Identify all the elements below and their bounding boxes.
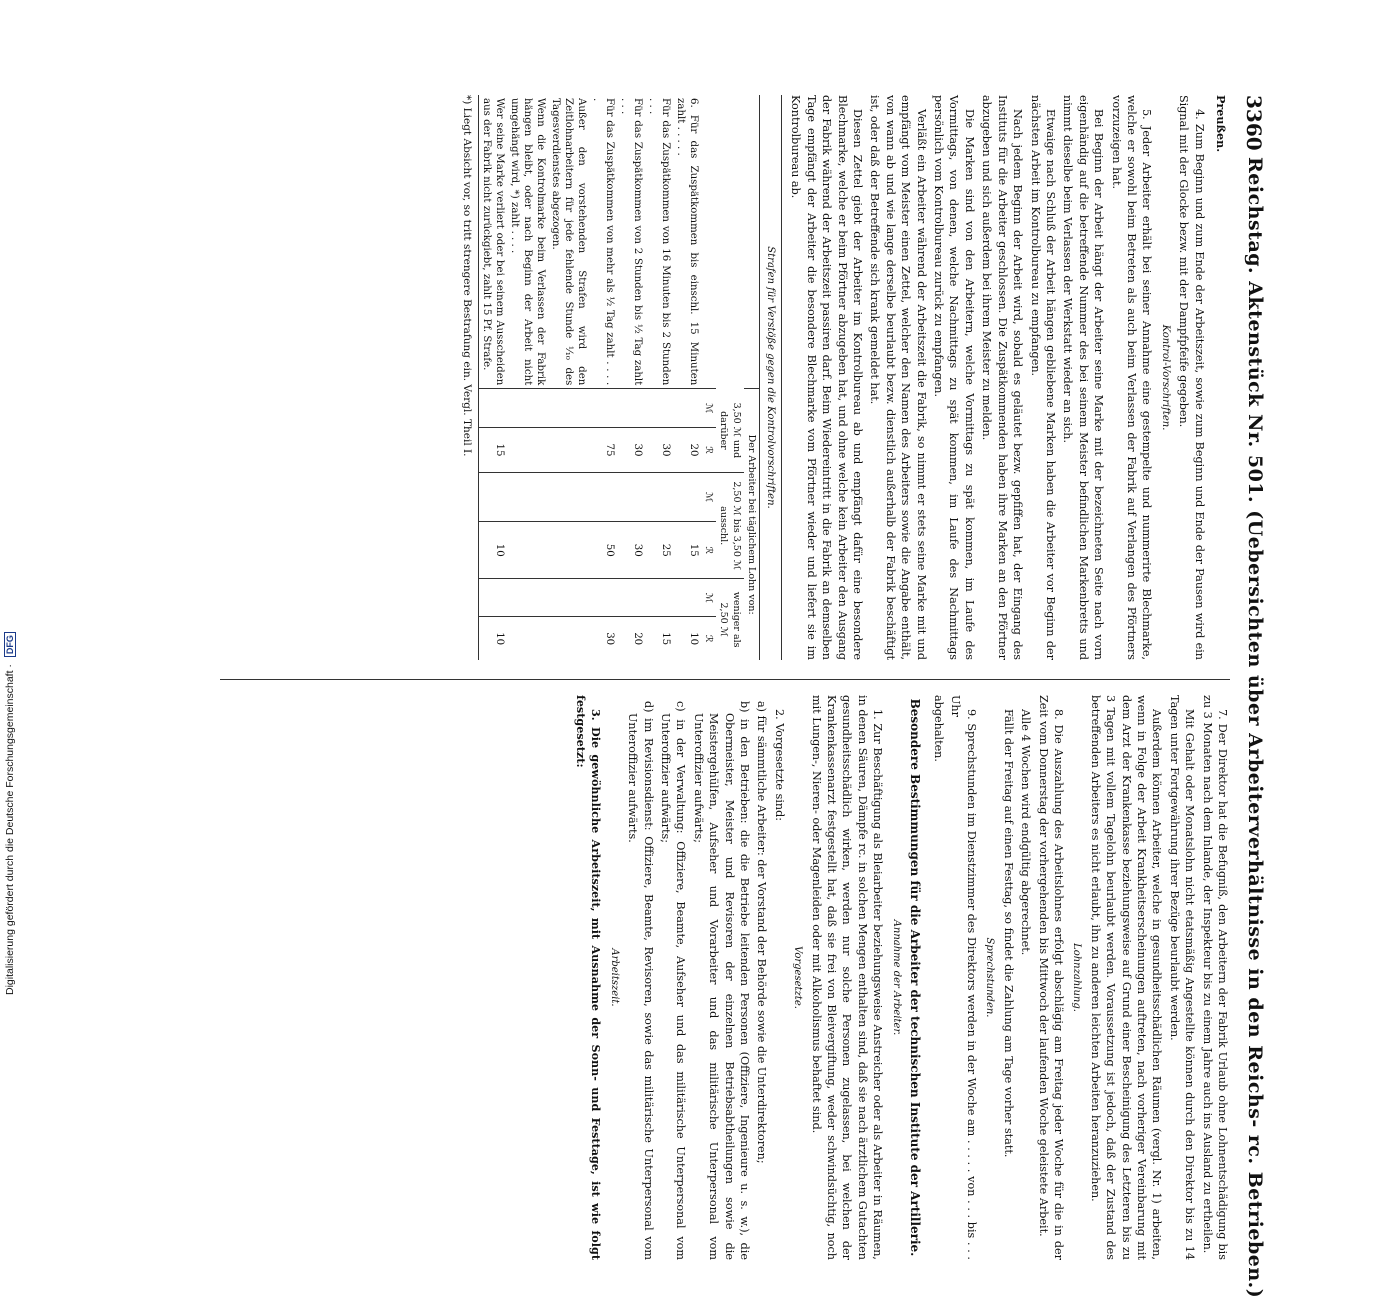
paragraph: 2. Vorgesetzte sind: [772,709,786,822]
paragraph: Mit Gehalt oder Monatslohn nicht etatsmäßig Angestellte können durch den Direktor bis zu 14 Tagen unter Fortgewährung ihrer Bezüge beurlaubt werden. [1167,695,1197,1260]
cell-value: 10 [479,617,507,660]
cell-value [548,428,589,473]
cell-value: 10 [673,617,701,660]
paragraph: Diesen Zettel giebt der Arbeiter im Kontrolbureau ab und empfängt dafür eine besondere Blechmarke, welche er beim Pförtner abzugeben hat, und ohne welche kein Arbeiter den Ausgang der Fabrik während der Arbeitszeit passiren darf. Beim Wiedereintritt in die Fabrik an demselben Tage empfängt der Arbeiter die besondere Blechmarke vom Pförtner wieder und liefert sie im Kontrolbureau ab. [789,95,865,660]
state-heading: Preußen. [1214,95,1228,153]
cell-value [507,522,548,579]
section-heading: Arbeitszeit. [608,948,620,1007]
cell-value: 75 [589,428,617,473]
paragraph: Außerdem können Arbeiter, welche in gesundheitsschädlichen Räumen (vergl. Nr. 1) arbeiten, wenn in Folge der Arbeit Krankheitserscheinungen auftreten, nach vorheriger Vereinbarung mit dem Arzt der Krankenkasse beziehungsweise auf Grund einer Bescheinigung des Letzteren bis zu 3 Tagen mit vollem Tagelohn beurlaubt werden. Voraussetzung ist jedoch, daß der Zustand des betreffenden Arbeiters es nicht erlaubt, ihn zu anderen leichten Arbeiten heranzuziehen. [1088,695,1164,1260]
paragraph: Nach jedem Beginn der Arbeit wird, sobald es geläutet bezw. gepfiffen hat, der Eingang des Instituts für die Arbeiter geschlossen. Die Zuspätkommenden haben ihre Marken an den Pförtner abzugeben und sich außerdem bei ihrem Meister zu melden. [980,95,1025,660]
cell-value [548,522,589,579]
cell-value: 15 [479,428,507,473]
footnote: *) Liegt Absicht vor, so tritt strengere Bestrafung ein. Vergl. Theil I. [460,95,473,457]
paragraph: Etwaige nach Schluß der Arbeit hängen gebliebene Marken haben die Arbeiter vor Beginn der nächsten Arbeit im Kontrolbureau zu empfangen. [1028,95,1057,660]
paragraph: Alle 4 Wochen wird endgültig abgerechnet. [1019,709,1033,956]
table-row [479,95,507,660]
penalties-caption: Strafen für Verstöße gegen die Kontrolvorschriften. [759,95,781,660]
page-title: Reichstag. Aktenstück Nr. 501. (Uebersichten über Arbeiterverhältnisse in den Reichs- rc. Betrieben.) [1244,157,1266,1298]
penalties-table [479,95,759,660]
paragraph: abgehalten. [932,695,946,762]
column-header: weniger als 2,50 ℳ [716,579,744,660]
cell-value: 25 [645,522,673,579]
bold-section-heading: Besondere Bestimmungen für die Arbeiter der technischen Institute der Artillerie. [907,698,922,1257]
section-heading: Sprechstunden. [984,937,996,1018]
cell-value: 20 [673,428,701,473]
paragraph: 5. Jeder Arbeiter erhält bei seiner Annahme eine gestempelte und nummerirte Blechmarke, welche er sowohl beim Betreten als auch beim Verlassen der Fabrik auf Verlangen des Pförtners vorzuzeigen hat. [1109,95,1154,660]
unit-header: ℛ [701,428,716,473]
list-item: b) in den Betrieben: die die Betriebe leitenden Personen (Offiziere, Ingenieure u. s. w.), die Obermeister, Meister und Revisoren der einzelnen Betriebsabtheilungen sowie die Meistergehülfen, Aufseher und Vorarbeiter und das militärische Unterpersonal vom Unteroffizier aufwärts; [691,701,752,1260]
cell-value [507,617,548,660]
left-column [458,95,1230,660]
unit-header: ℳ [701,579,716,617]
paragraph: 3. Die gewöhnliche Arbeitszeit, mit Ausnahme der Sonn- und Festtage, ist wie folgt festgesetzt: [573,695,604,1260]
table-row [589,95,617,660]
dfg-logo: DFG [4,632,16,657]
column-header: 3,50 ℳ und darüber [717,402,742,459]
cell-value: 15 [673,522,701,579]
cell-value: 30 [617,522,645,579]
paragraph: Die Marken sind von den Arbeitern, welche Vormittags zu spät kommen, im Laufe des Vormittags, von denen, welche Nachmittags zu spät kommen, im Laufe des Nachmittags persönlich vom Kontrolbureau zurück zu empfangen. [932,95,976,660]
page-header [1240,95,1270,1298]
right-column [571,695,1230,1260]
row-label: Für das Zuspätkommen von mehr als ½ Tag zahlt . . . . . [590,98,615,386]
cell-value: 50 [589,522,617,579]
cell-value: 30 [617,428,645,473]
paragraph: Fällt der Freitag auf einen Festtag, so findet die Zahlung am Tage vorher statt. [1001,709,1015,1158]
table-row [617,95,645,660]
row-label: Für das Zuspätkommen von 2 Stunden bis ½ Tag zahlt . . . [618,98,643,386]
penalties-table-block [478,95,782,660]
unit-header: ℳ [701,473,716,522]
section-heading: Vorgesetzte. [792,946,804,1009]
paragraph: 9. Sprechstunden im Dienstzimmer des Direktors werden in der Woche am . . . . . von . . . bis . . . Uhr [949,695,978,1260]
list-item: c) in der Verwaltung: Offiziere, Beamte, Aufseher und das militärische Unterpersonal vom Unteroffizier aufwärts; [659,701,688,1260]
paragraph: Verläßt ein Arbeiter während der Arbeitszeit die Fabrik, so nimmt er stets seine Marke mit und empfängt vom Meister einen Zettel, welcher den Namen des Arbeiters sowie die Angabe enthält, von wann ab und wie lange derselbe beurlaubt bezw. dienstlich außerhalb der Fabrik beschäftigt ist, oder daß der Betreffende sich krank gemeldet hat. [868,95,928,660]
paragraph: 1. Zur Beschäftigung als Bleiarbeiter beziehungsweise Anstreicher oder als Arbeiter in Räumen, in denen Säuren, Dämpfe rc. in solchen Mengen enthalten sind, daß sie nach ärztlichem Gutachten gesundheitsschädlich wirken, werden nur solche Personen zugelassen, bei welchen der Krankenkassenarzt festgestellt hat, daß sie frei von Bleivergiftung, weder schwindsüchtig, noch mit Lungen-, Nieren- oder Magenleiden oder mit Alkoholismus behaftet sind. [809,695,885,1260]
column-divider [220,679,1230,680]
paragraph: 8. Die Auszahlung des Arbeitslohnes erfolgt abschlägig am Freitag jeder Woche für die in der Zeit vom Donnerstag der vorhergehenden bis Mittwoch der laufenden Woche geleistete Arbeit. [1036,695,1065,1260]
paragraph: 4. Zum Beginn und zum Ende der Arbeitszeit, sowie zum Beginn und Ende der Pausen wird ein Signal mit der Glocke bezw. mit der Dampfpfeife gegeben. [1177,95,1206,660]
section-heading: Annahme der Arbeiter. [890,919,902,1036]
row-label: Außer den vorstehenden Strafen wird den Zeitlohnarbeitern für jede fehlende Stunde ¹⁄₁₀ des Tagesverdienstes abgezogen. [549,98,587,386]
list-item: d) im Revisionsdienst: Offiziere, Beamte, Revisoren, sowie das militärische Unterpersonal vom Unteroffizier aufwärts. [626,701,655,1260]
unit-header: ℛ [701,522,716,579]
cell-value: 30 [645,428,673,473]
unit-header: ℛ [701,617,716,660]
row-label: Wer seine Marke verliert oder bei seinem Ausscheiden aus der Fabrik nicht zurückgiebt, zahlt 15 Pf. Strafe. [480,98,505,386]
table-row [507,95,548,660]
unit-header: ℳ [701,389,716,428]
paragraph: Bei Beginn der Arbeit hängt der Arbeiter seine Marke mit der bezeichneten Seite nach vorn eigenhändig auf die betreffende Nummer des bei seinem Meister befindlichen Markenbretts und nimmt dieselbe beim Verlassen der Werkstatt wieder an sich. [1061,95,1106,660]
column-header: 2,50 ℳ bis 3,50 ℳ ausschl. [716,473,744,579]
table-row [645,95,673,660]
section-heading: Kontrol-Vorschriften. [1159,324,1171,431]
table-row [548,95,589,660]
digitization-credit [4,632,16,995]
paragraph: 7. Der Direktor hat die Befugniß, den Arbeitern der Fabrik Urlaub ohne Lohnentschädigung bis zu 3 Monaten nach dem Inlande, der Inspekteur bis zu einem Jahre auch ins Ausland zu ertheilen. [1200,695,1229,1260]
cell-value [548,617,589,660]
page-number: 3360 [1242,95,1266,151]
row-label: Wenn die Kontrolmarke beim Verlassen der Fabrik hängen bleibt, oder nach Beginn der Arbeit nicht umgehängt wird, *) zahlt . . . . [508,98,546,386]
cell-value: 20 [617,617,645,660]
list-item: a) für sämmtliche Arbeiter: der Vorstand der Behörde sowie die Unterdirektoren; [755,701,769,1164]
cell-value: 15 [645,617,673,660]
table-row [673,95,701,660]
cell-value [507,428,548,473]
row-label: 6. Für das Zuspätkommen bis einschl. 15 Minuten zahlt . . . . . [674,98,699,386]
row-label: Für das Zuspätkommen von 16 Minuten bis 2 Stunden . . . [646,98,671,386]
table-group-header: Der Arbeiter bei täglichem Lohn von: [744,389,759,660]
cell-value: 10 [479,522,507,579]
section-heading: Lohnzahlung. [1071,943,1083,1012]
cell-value: 30 [589,617,617,660]
document-page [100,95,1270,1298]
credit-text: Digitalisierung gefördert durch die Deutsche Forschungsgemeinschaft · [4,664,16,995]
